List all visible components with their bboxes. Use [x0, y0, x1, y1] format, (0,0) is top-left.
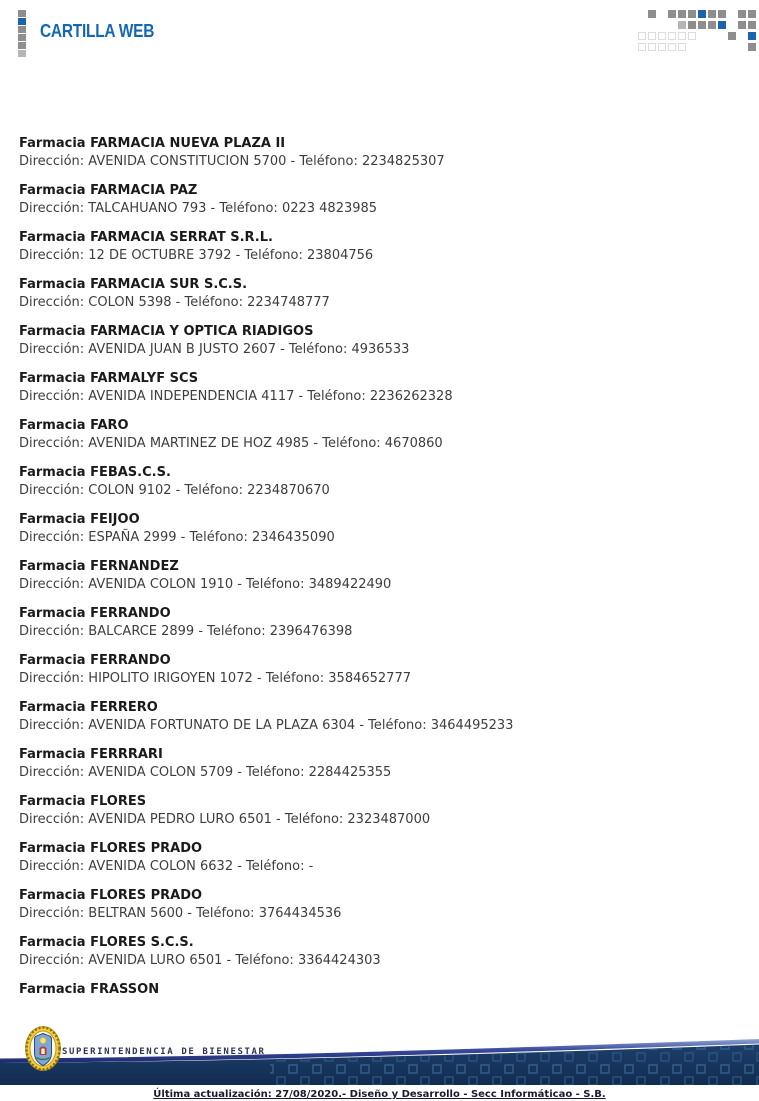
- last-update-line: Última actualización: 27/08/2020.- Diseño y Desarrollo - Secc Informáticao - S.B.: [153, 1089, 606, 1100]
- pharmacy-entry: [19, 418, 739, 452]
- pharmacy-name: Farmacia FERRERO: [19, 700, 158, 715]
- pharmacy-name: Farmacia FLORES PRADO: [19, 888, 203, 903]
- pharmacy-name: Farmacia FERNANDEZ: [19, 559, 179, 574]
- pharmacy-name: Farmacia FRASSON: [19, 982, 160, 997]
- pharmacy-detail: Dirección: AVENIDA JUAN B JUSTO 2607 - Teléfono: 4936533: [19, 342, 410, 357]
- pharmacy-detail: Dirección: BALCARCE 2899 - Teléfono: 2396476398: [19, 624, 353, 639]
- pharmacy-detail: Dirección: AVENIDA FORTUNATO DE LA PLAZA 6304 - Teléfono: 3464495233: [19, 718, 514, 733]
- pharmacy-detail: Dirección: AVENIDA COLON 6632 - Teléfono: -: [19, 859, 314, 874]
- pharmacy-detail: Dirección: AVENIDA MARTINEZ DE HOZ 4985 - Teléfono: 4670860: [19, 436, 443, 451]
- pharmacy-entry: [19, 512, 739, 546]
- cartilla-logo-icon: [18, 10, 26, 57]
- pharmacy-detail: Dirección: ESPAÑA 2999 - Teléfono: 2346435090: [19, 530, 335, 545]
- pharmacy-name: Farmacia FERRANDO: [19, 606, 171, 621]
- pharmacy-detail: Dirección: AVENIDA CONSTITUCION 5700 - Teléfono: 2234825307: [19, 154, 445, 169]
- pharmacy-detail: Dirección: BELTRAN 5600 - Teléfono: 3764434536: [19, 906, 342, 921]
- pharmacy-entry: [19, 982, 739, 998]
- pharmacy-detail: Dirección: AVENIDA COLON 5709 - Teléfono: 2284425355: [19, 765, 392, 780]
- pharmacy-name: Farmacia FEBAS.C.S.: [19, 465, 171, 480]
- pharmacy-name: Farmacia FARMACIA SERRAT S.R.L.: [19, 230, 273, 245]
- pharmacy-entry: [19, 606, 739, 640]
- page-header: [0, 0, 759, 60]
- pharmacy-name: Farmacia FARMACIA PAZ: [19, 183, 198, 198]
- pixel-mosaic-decoration: [638, 10, 758, 54]
- pharmacy-name: Farmacia FLORES: [19, 794, 147, 809]
- pharmacy-detail: Dirección: AVENIDA COLON 1910 - Teléfono: 3489422490: [19, 577, 392, 592]
- pharmacy-entry: [19, 277, 739, 311]
- pharmacy-detail: Dirección: AVENIDA LURO 6501 - Teléfono: 3364424303: [19, 953, 381, 968]
- pharmacy-name: Farmacia FARMACIA NUEVA PLAZA II: [19, 136, 286, 151]
- pharmacy-entry: [19, 794, 739, 828]
- pharmacy-entry: [19, 841, 739, 875]
- pharmacy-name: Farmacia FLORES PRADO: [19, 841, 203, 856]
- pharmacy-detail: Dirección: AVENIDA PEDRO LURO 6501 - Teléfono: 2323487000: [19, 812, 431, 827]
- pharmacy-name: Farmacia FEIJOO: [19, 512, 140, 527]
- superintendencia-seal-icon: [24, 1025, 62, 1072]
- pharmacy-entry: [19, 465, 739, 499]
- pharmacy-entry: [19, 653, 739, 687]
- pharmacy-detail: Dirección: TALCAHUANO 793 - Teléfono: 0223 4823985: [19, 201, 378, 216]
- pharmacy-detail: Dirección: COLON 9102 - Teléfono: 2234870670: [19, 483, 330, 498]
- pharmacy-name: Farmacia FARMALYF SCS: [19, 371, 199, 386]
- pharmacy-entry: [19, 371, 739, 405]
- pharmacy-name: Farmacia FARMACIA SUR S.C.S.: [19, 277, 248, 292]
- pharmacy-entry: [19, 700, 739, 734]
- pharmacy-entry: [19, 935, 739, 969]
- pharmacy-entry: [19, 230, 739, 264]
- page-footer: [0, 1020, 759, 1101]
- pharmacy-entry: [19, 888, 739, 922]
- pharmacy-name: Farmacia FARMACIA Y OPTICA RIADIGOS: [19, 324, 314, 339]
- pharmacy-detail: Dirección: 12 DE OCTUBRE 3792 - Teléfono: 23804756: [19, 248, 374, 263]
- pharmacy-entry: [19, 324, 739, 358]
- pharmacy-entry: [19, 559, 739, 593]
- pharmacy-name: Farmacia FARO: [19, 418, 129, 433]
- pharmacy-entry: [19, 183, 739, 217]
- pharmacy-name: Farmacia FERRRARI: [19, 747, 163, 762]
- organization-name: SUPERINTENDENCIA DE BIENESTAR: [62, 1047, 266, 1057]
- pharmacy-entry: [19, 747, 739, 781]
- pharmacy-name: Farmacia FERRANDO: [19, 653, 171, 668]
- brand: [18, 8, 173, 57]
- pharmacy-list: [19, 136, 739, 1011]
- pharmacy-detail: Dirección: AVENIDA INDEPENDENCIA 4117 - Teléfono: 2236262328: [19, 389, 453, 404]
- pharmacy-name: Farmacia FLORES S.C.S.: [19, 935, 194, 950]
- pharmacy-detail: Dirección: COLON 5398 - Teléfono: 2234748777: [19, 295, 330, 310]
- pharmacy-detail: Dirección: HIPOLITO IRIGOYEN 1072 - Teléfono: 3584652777: [19, 671, 411, 686]
- pharmacy-entry: [19, 136, 739, 170]
- page-title: CARTILLA WEB: [40, 21, 155, 41]
